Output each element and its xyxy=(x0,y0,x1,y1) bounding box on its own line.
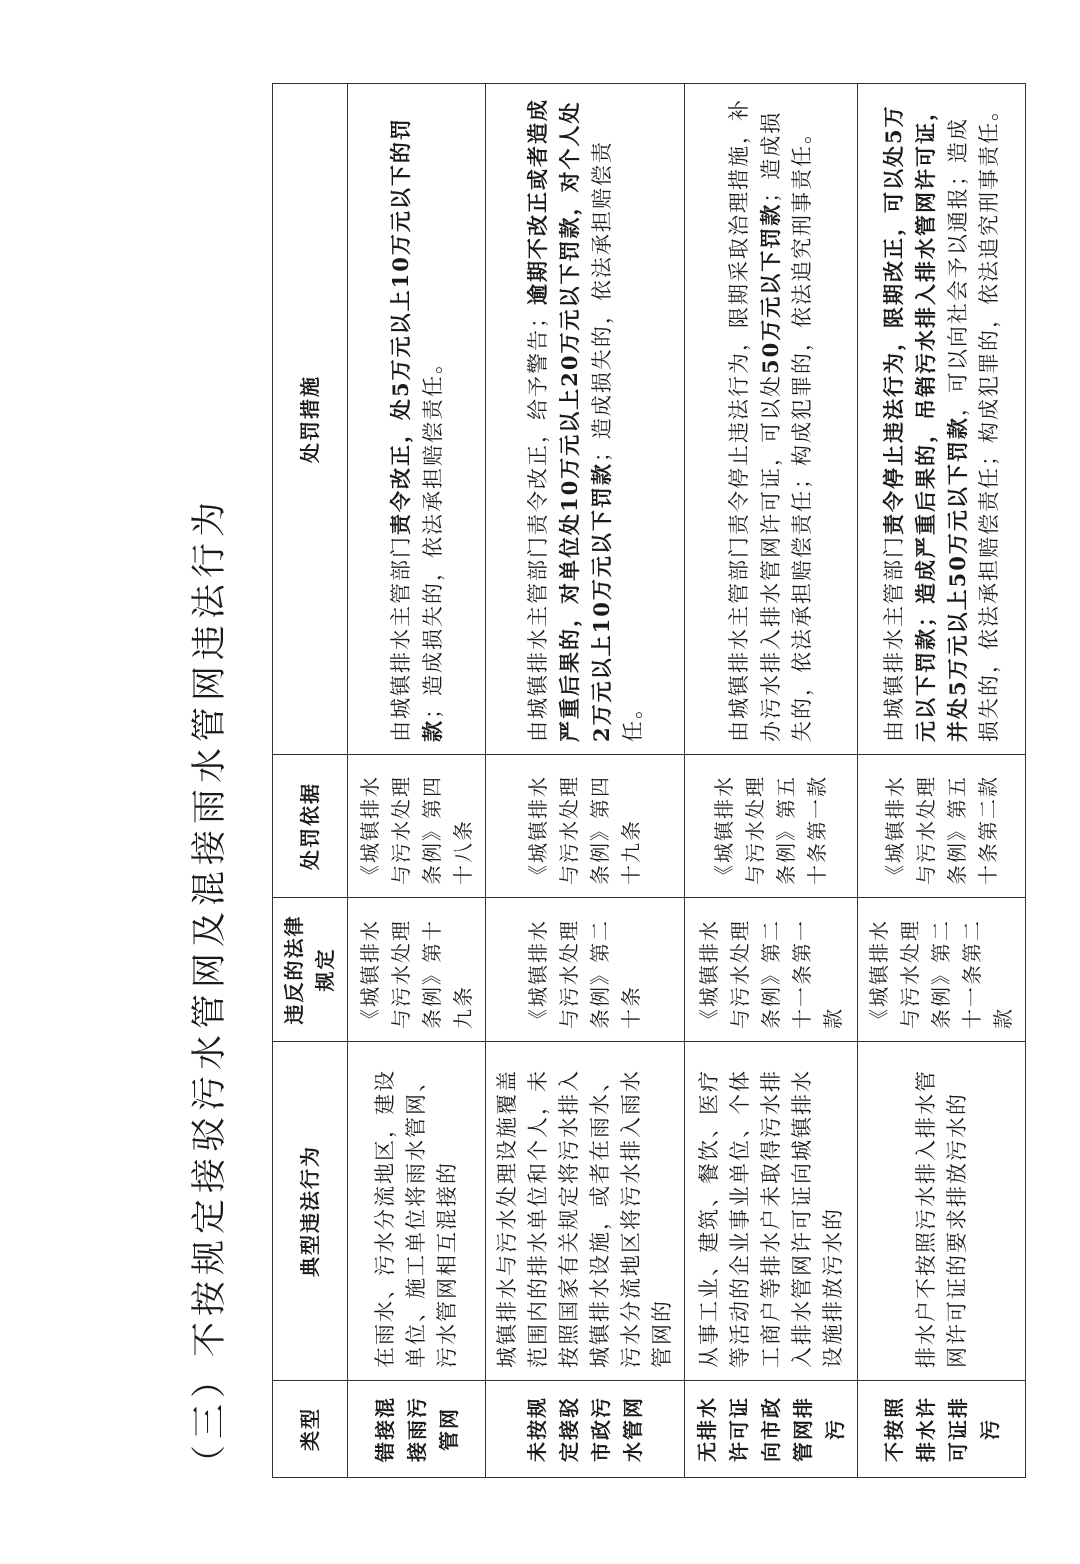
cell-penalty xyxy=(348,84,486,755)
penalty-text-emphasis: 责令停止违法行为，限期改正，可以处5万元以下罚款；造成严重后果的，吊销污水排入排水管网许可证，并处5万元以上50万元以下罚款 xyxy=(881,98,970,742)
cell-behavior: 在雨水、污水分流地区，建设单位、施工单位将雨水管网、污水管网相互混接的 xyxy=(348,1042,486,1381)
table-row xyxy=(486,84,685,1478)
cell-penalty xyxy=(486,84,685,755)
cell-provision: 《城镇排水与污水处理条例》第二十一条第二款 xyxy=(858,898,1026,1042)
penalty-text-emphasis: 责令改正，处5万元以上10万元以下的罚款 xyxy=(387,117,445,742)
cell-behavior: 从事工业、建筑、餐饮、医疗等活动的企业事业单位、个体工商户等排水户未取得污水排入排水管网许可证向城镇排水设施排放污水的 xyxy=(685,1042,858,1381)
cell-type: 未按规定接驳市政污水管网 xyxy=(486,1381,685,1478)
penalty-text: 由城镇排水主管部门责令停止违法行为，限期采取治理措施，补办污水排入排水管网许可证，可以处 xyxy=(727,98,783,742)
cell-basis: 《城镇排水与污水处理条例》第五十条第一款 xyxy=(685,755,858,898)
cell-provision: 《城镇排水与污水处理条例》第二十一条第一款 xyxy=(685,898,858,1042)
table-row xyxy=(858,84,1026,1478)
cell-type: 不按照排水许可证排污 xyxy=(858,1381,1026,1478)
cell-basis: 《城镇排水与污水处理条例》第四十八条 xyxy=(348,755,486,898)
cell-type: 错接混接雨污管网 xyxy=(348,1381,486,1478)
violations-table-wrapper xyxy=(272,84,1015,1478)
header-basis: 处罚依据 xyxy=(273,755,348,898)
penalty-text-emphasis: 50万元以下罚款 xyxy=(758,202,783,374)
cell-behavior: 排水户不按照污水排入排水管网许可证的要求排放污水的 xyxy=(858,1042,1026,1381)
cell-penalty xyxy=(858,84,1026,755)
penalty-text: 由城镇排水主管部门 xyxy=(388,535,413,742)
table-row xyxy=(685,84,858,1478)
cell-provision: 《城镇排水与污水处理条例》第十九条 xyxy=(348,898,486,1042)
penalty-text: ；造成损失的，依法承担赔偿责任；构成犯罪的，依法追究刑事责任。 xyxy=(759,110,814,742)
cell-basis: 《城镇排水与污水处理条例》第四十九条 xyxy=(486,755,685,898)
cell-penalty xyxy=(685,84,858,755)
violations-table xyxy=(272,83,1026,1478)
cell-provision: 《城镇排水与污水处理条例》第二十条 xyxy=(486,898,685,1042)
penalty-text-emphasis: 逾期不改正或者造成严重后果的，对单位处10万元以上20万元以下罚款，对个人处2万元以上10万元以下罚款 xyxy=(524,98,614,742)
header-provision: 违反的法律规定 xyxy=(273,898,348,1042)
cell-type: 无排水许可证向市政管网排污 xyxy=(685,1381,858,1478)
penalty-text: ；造成损失的，依法承担赔偿责任。 xyxy=(420,351,445,719)
header-type: 类型 xyxy=(273,1381,348,1478)
penalty-text: 由城镇排水主管部门责令改正，给予警告； xyxy=(525,305,550,742)
header-behavior: 典型违法行为 xyxy=(273,1042,348,1381)
cell-behavior: 城镇排水与污水处理设施覆盖范围内的排水单位和个人，未按照国家有关规定将污水排入城镇排水设施，或者在雨水、污水分流地区将污水排入雨水管网的 xyxy=(486,1042,685,1381)
penalty-text: ；造成损失的，依法承担赔偿责任。 xyxy=(589,140,645,742)
penalty-text: ，可以向社会予以通报；造成损失的，依法承担赔偿责任；构成犯罪的，依法追究刑事责任。 xyxy=(946,98,1001,742)
table-row xyxy=(348,84,486,1478)
table-header-row xyxy=(273,84,348,1478)
penalty-text: 由城镇排水主管部门 xyxy=(882,535,906,742)
cell-basis: 《城镇排水与污水处理条例》第五十条第二款 xyxy=(858,755,1026,898)
page-title: （三）不按规定接驳污水管网及混接雨水管网违法行为 xyxy=(190,495,230,1480)
header-measures: 处罚措施 xyxy=(273,84,348,755)
